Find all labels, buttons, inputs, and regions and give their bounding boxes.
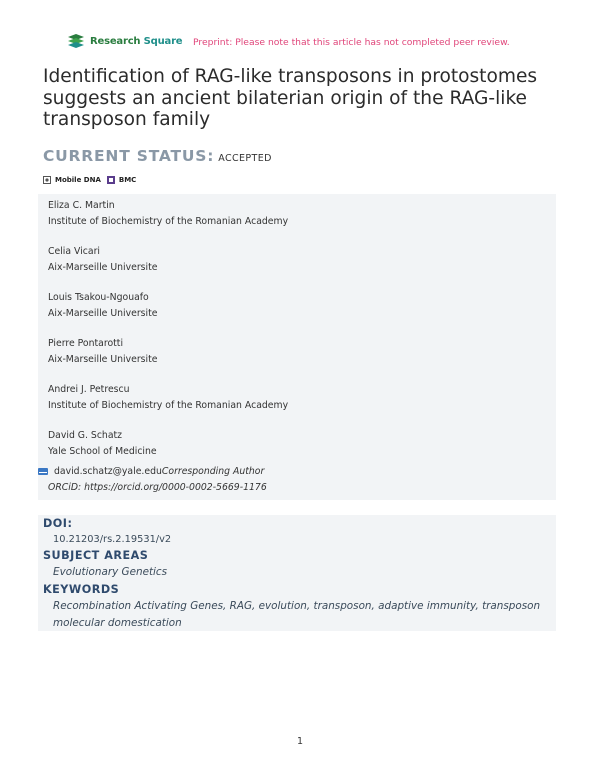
- status-label: CURRENT STATUS:: [43, 147, 215, 165]
- author-item: [48, 428, 157, 459]
- author-affiliation: Yale School of Medicine: [48, 445, 157, 457]
- article-title: Identification of RAG-like transposons in protostomes suggests an ancient bilaterian origin of the RAG-like transposon family: [43, 66, 538, 130]
- subject-areas-heading: SUBJECT AREAS: [43, 549, 149, 562]
- doi-heading: DOI:: [43, 517, 73, 530]
- journal-badges: [43, 176, 142, 184]
- keywords-heading: KEYWORDS: [43, 583, 120, 596]
- author-affiliation: Aix-Marseille Universite: [48, 261, 158, 273]
- author-name: Andrei J. Petrescu: [48, 384, 130, 395]
- author-name: Louis Tsakou-Ngouafo: [48, 292, 149, 303]
- journal-icon: [43, 176, 51, 184]
- author-affiliation: Institute of Biochemistry of the Romanian Academy: [48, 215, 289, 227]
- current-status: [43, 147, 272, 165]
- author-item: [48, 198, 288, 229]
- status-value: ACCEPTED: [218, 153, 272, 164]
- author-affiliation: Aix-Marseille Universite: [48, 307, 158, 319]
- corresponding-author: [38, 464, 267, 495]
- author-name: Pierre Pontarotti: [48, 338, 124, 349]
- preprint-note: Preprint: Please note that this article has not completed peer review.: [193, 37, 510, 48]
- author-item: [48, 244, 157, 275]
- orcid-link[interactable]: ORCiD: https://orcid.org/0000-0002-5669-1176: [48, 481, 267, 493]
- research-square-logo-icon: [66, 33, 86, 49]
- author-affiliation: Institute of Biochemistry of the Romanian Academy: [48, 399, 289, 411]
- author-item: [48, 382, 288, 413]
- doi-value[interactable]: 10.21203/rs.2.19531/v2: [53, 534, 172, 545]
- journal-badge-mobile-dna[interactable]: [43, 176, 101, 184]
- subject-areas-value: Evolutionary Genetics: [53, 566, 168, 578]
- author-list: [38, 194, 556, 500]
- author-name: Celia Vicari: [48, 246, 100, 257]
- mail-icon: [38, 468, 48, 475]
- keywords-value: Recombination Activating Genes, RAG, evolution, transposon, adaptive immunity, transposon molecular domestication: [53, 600, 541, 629]
- author-email[interactable]: david.schatz@yale.edu: [54, 466, 162, 477]
- author-name: David G. Schatz: [48, 430, 123, 441]
- page-number: 1: [296, 736, 304, 747]
- author-item: [48, 336, 157, 367]
- article-metadata: [38, 515, 556, 631]
- bmc-icon: [107, 176, 115, 184]
- email-row: [38, 464, 267, 480]
- corresponding-author-label: Corresponding Author: [161, 466, 265, 477]
- badge-label: Mobile DNA: [55, 176, 101, 184]
- badge-label: BMC: [118, 176, 137, 184]
- logo-text: Research Square: [90, 35, 183, 47]
- author-name: Eliza C. Martin: [48, 200, 115, 211]
- research-square-logo[interactable]: [66, 33, 182, 49]
- author-affiliation: Aix-Marseille Universite: [48, 353, 158, 365]
- page-header: [66, 33, 546, 55]
- journal-badge-bmc[interactable]: [107, 176, 136, 184]
- author-item: [48, 290, 157, 321]
